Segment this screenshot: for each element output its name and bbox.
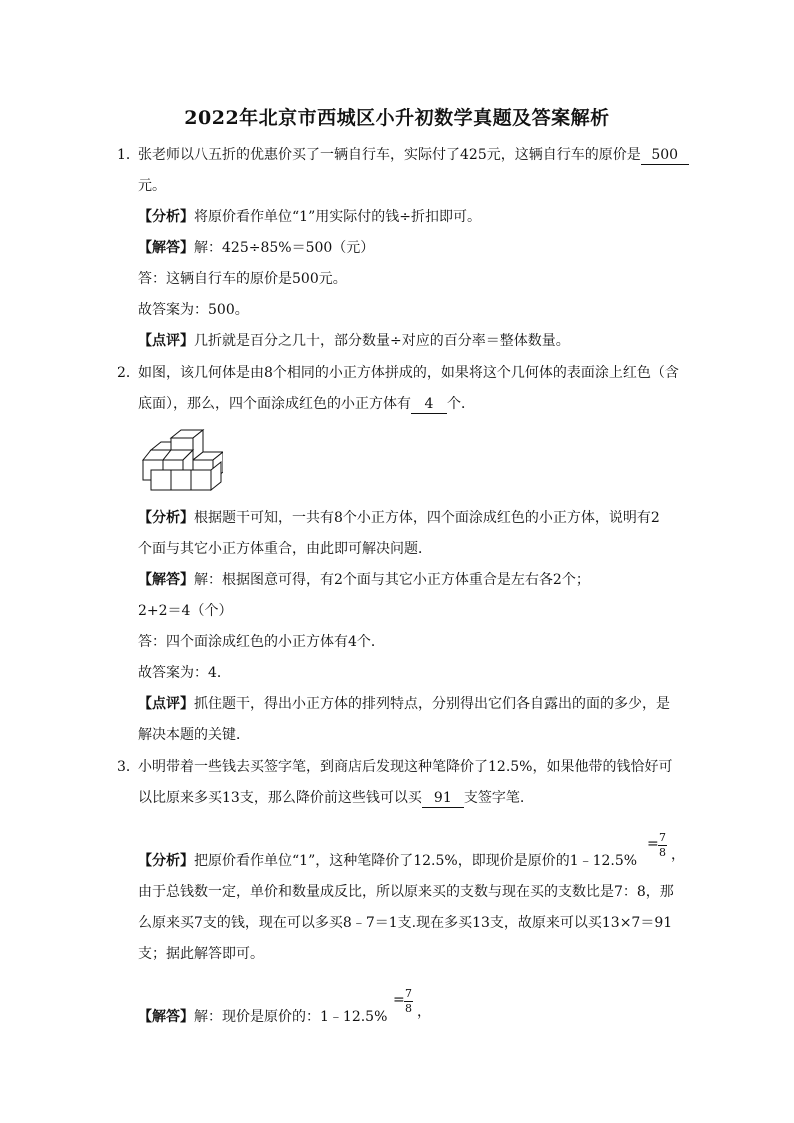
q3-answer-blank: 91	[422, 789, 464, 808]
q2-stem-text: 底面），那么，四个面涂成红色的小正方体有	[138, 396, 411, 412]
q3-stem-line2	[138, 789, 524, 808]
q1-comment	[138, 332, 570, 350]
q2-reply: 答：四个面涂成红色的小正方体有4个．	[138, 634, 385, 650]
solution-text: 解：根据图意可得，有2个面与其它小正方体重合是左右各2个；	[194, 572, 590, 588]
q3-solution-fraction-tail: ，	[417, 1004, 431, 1020]
fraction-numerator: 7	[659, 831, 666, 844]
q3-stem-text: 以比原来多买13支，那么降价前这些钱可以买	[138, 790, 422, 806]
q3-solution-fraction	[393, 987, 413, 1015]
q3-analysis-line2: 由于总钱数一定，单价和数量成反比，所以原来买的支数与现在买的支数比是7：8，那	[138, 884, 674, 900]
q2-stem-tail: 个．	[447, 396, 475, 412]
q2-answer-blank: 4	[411, 395, 447, 414]
q1-stem-line2: 元。	[138, 178, 166, 194]
q2-analysis-line2: 个面与其它小正方体重合，由此即可解决问题．	[138, 541, 432, 557]
analysis-text: 根据题干可知，一共有8个小正方体，四个面涂成红色的小正方体，说明有2	[194, 510, 660, 526]
comment-tag: 【点评】	[138, 696, 194, 712]
q1-final-answer: 故答案为：500。	[138, 302, 249, 318]
q1-reply: 答：这辆自行车的原价是500元。	[138, 271, 347, 287]
fraction-denominator: 8	[405, 1002, 412, 1015]
q3-solution	[138, 1008, 387, 1026]
solution-text: 解：现价是原价的：1﹣12.5%	[194, 1009, 388, 1025]
q1-answer-blank: 500	[641, 146, 689, 165]
q2-solution	[138, 571, 590, 589]
q1-stem-text: 张老师以八五折的优惠价买了一辆自行车，实际付了425元，这辆自行车的原价是	[138, 147, 641, 163]
q1-number: 1．	[117, 147, 140, 163]
equals-sign: =	[393, 992, 405, 1008]
q3-analysis-fraction	[647, 831, 667, 859]
q3-analysis-fraction-tail: ，	[671, 847, 685, 863]
solution-tag: 【解答】	[138, 1009, 194, 1025]
analysis-text: 将原价看作单位“1”用实际付的钱÷折扣即可。	[194, 209, 481, 225]
analysis-tag: 【分析】	[138, 853, 194, 869]
analysis-tag: 【分析】	[138, 209, 194, 225]
q2-number: 2．	[117, 365, 140, 381]
solution-tag: 【解答】	[138, 572, 194, 588]
q2-final-answer: 故答案为：4．	[138, 665, 231, 681]
q3-analysis-line1	[138, 852, 637, 870]
q2-calculation: 2+2＝4（个）	[138, 603, 233, 619]
q2-comment-line1	[138, 695, 670, 713]
solution-tag: 【解答】	[138, 240, 194, 256]
comment-text: 抓住题干，得出小正方体的排列特点，分别得出它们各自露出的面的多少，是	[194, 696, 670, 712]
cube-solid-figure	[137, 426, 223, 492]
q3-number: 3．	[117, 759, 140, 775]
q1-analysis	[138, 208, 481, 226]
equals-sign: =	[647, 836, 659, 852]
analysis-text: 把原价看作单位“1”，这种笔降价了12.5%，即现价是原价的1﹣12.5%	[194, 853, 638, 869]
fraction-denominator: 8	[659, 846, 666, 859]
fraction-numerator: 7	[405, 987, 412, 1000]
q3-analysis-line4: 支；据此解答即可。	[138, 946, 264, 962]
analysis-tag: 【分析】	[138, 510, 194, 526]
comment-text: 几折就是百分之几十，部分数量÷对应的百分率＝整体数量。	[194, 333, 570, 349]
solution-text: 解：425÷85%＝500（元）	[194, 240, 375, 256]
q1-stem-line1	[138, 146, 689, 165]
q2-stem-line1: 如图，该几何体是由8个相同的小正方体拼成的，如果将这个几何体的表面涂上红色（含	[138, 365, 679, 381]
q3-stem-line1: 小明带着一些钱去买签字笔，到商店后发现这种笔降价了12.5%，如果他带的钱恰好可	[138, 759, 673, 775]
q2-stem-line2	[138, 395, 475, 414]
q3-stem-tail: 支签字笔.	[463, 790, 525, 806]
comment-tag: 【点评】	[138, 333, 194, 349]
q1-solution	[138, 239, 374, 257]
document-title: 2022年北京市西城区小升初数学真题及答案解析	[184, 107, 610, 129]
q3-analysis-line3: 么原来买7支的钱，现在可以多买8﹣7＝1支.现在多买13支，故原来可以买13×7＝91	[138, 915, 673, 931]
q2-comment-line2: 解决本题的关键．	[138, 727, 250, 743]
q2-analysis-line1	[138, 509, 660, 527]
